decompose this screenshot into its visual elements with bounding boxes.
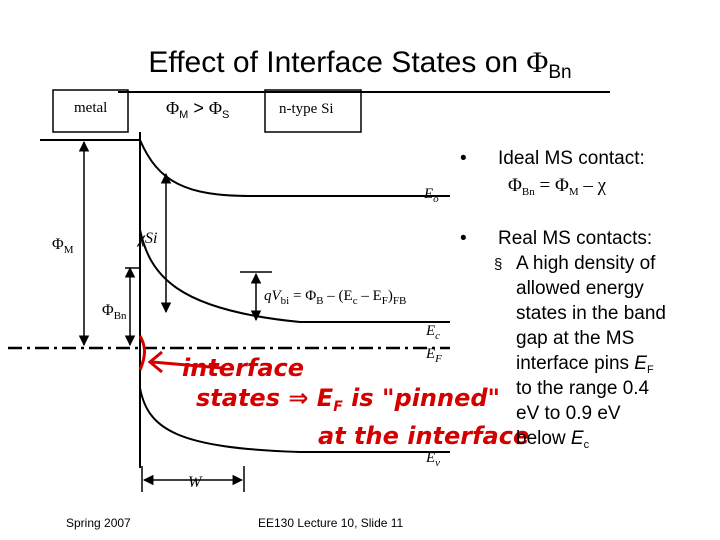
title-sub: Bn — [548, 62, 572, 83]
qvbi-equation: $qV_{bi} = \Phi_B - (E_c - E_F)_{FB}$ — [264, 288, 407, 307]
bullet-1-formula: $\Phi_{Bn} = \Phi_M - \chi$ — [508, 175, 607, 198]
annotation-line2: states ⇒ $E_F$ is "pinned" — [196, 384, 501, 415]
ec-label: $E_c$ — [426, 323, 441, 342]
title-phi: Φ — [526, 46, 549, 79]
annotation-line3: at the interface — [318, 422, 530, 450]
w-label: W — [188, 474, 202, 491]
bullet-2-label: Real MS contacts: — [498, 228, 653, 249]
chi-si-label: χSi — [138, 230, 158, 247]
bullet-2-line3: states in the band — [516, 303, 666, 324]
bullet-2-line8: below $E_c$ — [516, 428, 590, 451]
conduction-band — [140, 230, 450, 322]
title-main: Effect of Interface States on — [148, 46, 527, 79]
ef-label: $E_F$ — [426, 346, 442, 365]
bullet-1-label: Ideal MS contact: — [498, 148, 645, 169]
ev-label: $E_v$ — [426, 450, 441, 469]
bullet-2-line7: eV to 0.9 eV — [516, 403, 621, 424]
bullet-2-line6: to the range 0.4 — [516, 378, 650, 399]
bullet-2-line5: interface pins $E_F$ — [516, 353, 654, 376]
bullet-2-line1: A high density of — [516, 253, 656, 274]
bullet-dot-1: • — [460, 148, 467, 169]
bullet-2-line4: gap at the MS — [516, 328, 635, 349]
phi-bn-label: $\Phi_{Bn}$ — [102, 302, 127, 322]
phi-m-label: $\Phi_M$ — [52, 236, 74, 256]
work-function-condition: $\Phi_M > \Phi_S$ — [166, 98, 230, 121]
metal-label: metal — [74, 100, 108, 116]
footer-center: EE130 Lecture 10, Slide 11 — [258, 516, 404, 530]
eo-label: $E_o$ — [424, 186, 439, 205]
sub-bullet-marker: § — [494, 256, 503, 273]
bullet-2-line2: allowed energy — [516, 278, 644, 299]
annotation-line1: interface — [182, 354, 305, 382]
vacuum-level-curve — [140, 140, 450, 196]
bullet-dot-2: • — [460, 228, 467, 249]
semiconductor-label: n-type Si — [279, 101, 334, 117]
footer-left: Spring 2007 — [66, 516, 131, 530]
